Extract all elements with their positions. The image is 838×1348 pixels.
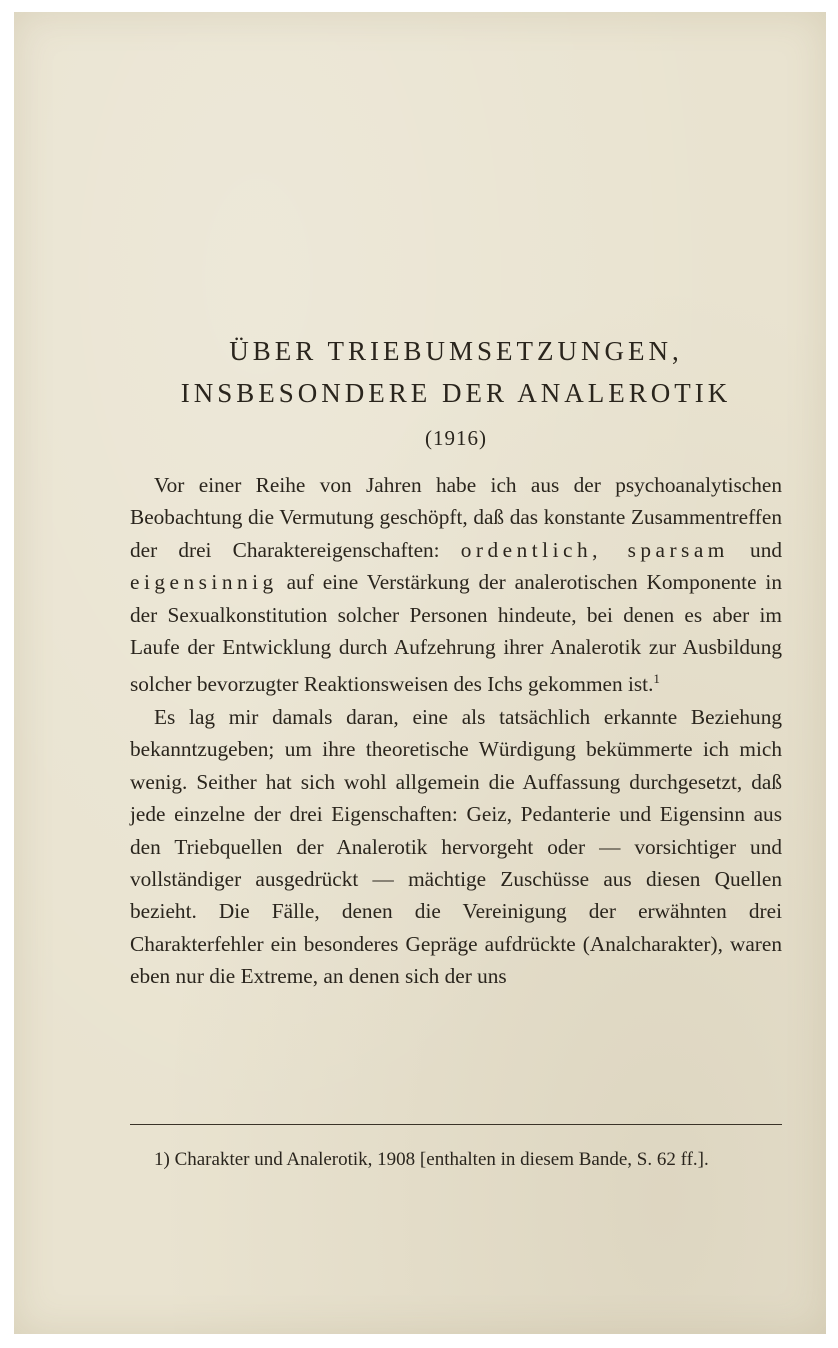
paragraph-1-text-a: Vor einer Reihe von Jahren habe ich aus der psychoanalytischen Beobachtung die Vermutung geschöpft, daß das konstante Zusammentreffen der drei Charaktereigenschaften:: [130, 473, 782, 562]
paragraph-1: [130, 469, 782, 701]
title-line-1: ÜBER TRIEBUMSETZUNGEN,: [229, 336, 683, 366]
footnote-divider: [130, 1124, 782, 1125]
paragraph-2: Es lag mir damals daran, eine als tatsächlich erkannte Beziehung bekanntzugeben; um ihre theoretische Würdigung bekümmerte ich mich wenig. Seither hat sich wohl allgemein die Auffassung durchgesetzt, daß jede einzelne der drei Eigenschaften: Geiz, Pedanterie und Eigensinn aus den Triebquellen der Analerotik hervorgeht oder — vorsichtiger und vollständiger ausgedrückt — mächtige Zuschüsse aus diesen Quellen bezieht. Die Fälle, denen die Vereinigung der erwähnten drei Charakterfehler ein besonderes Gepräge aufdrückte (Analcharakter), waren eben nur die Extreme, an denen sich der uns: [130, 704, 782, 989]
emphasis-und: und: [728, 537, 782, 562]
footnote-text: 1) Charakter und Analerotik, 1908 [enthalten in diesem Bande, S. 62 ff.].: [154, 1149, 709, 1170]
emphasis-ordentlich-sparsam: ordentlich, sparsam: [460, 537, 729, 562]
chapter-year: (1916): [425, 426, 487, 450]
book-page: [14, 12, 826, 1334]
chapter-title: [130, 330, 782, 414]
footnote-marker[interactable]: 1: [653, 671, 660, 687]
title-line-2: INSBESONDERE DER ANALEROTIK: [180, 378, 732, 408]
emphasis-eigensinnig: eigensinnig: [130, 570, 278, 595]
page-body: [130, 330, 782, 993]
paragraph-1-text-b: auf eine Verstärkung der analerotischen Komponente in der Sexualkonstitution solcher Personen hindeute, bei denen es aber im Laufe der Entwicklung durch Aufzehrung ihrer Analerotik zur Ausbildung solcher bevorzugter Reaktionsweisen des Ichs gekommen ist.: [130, 570, 782, 697]
